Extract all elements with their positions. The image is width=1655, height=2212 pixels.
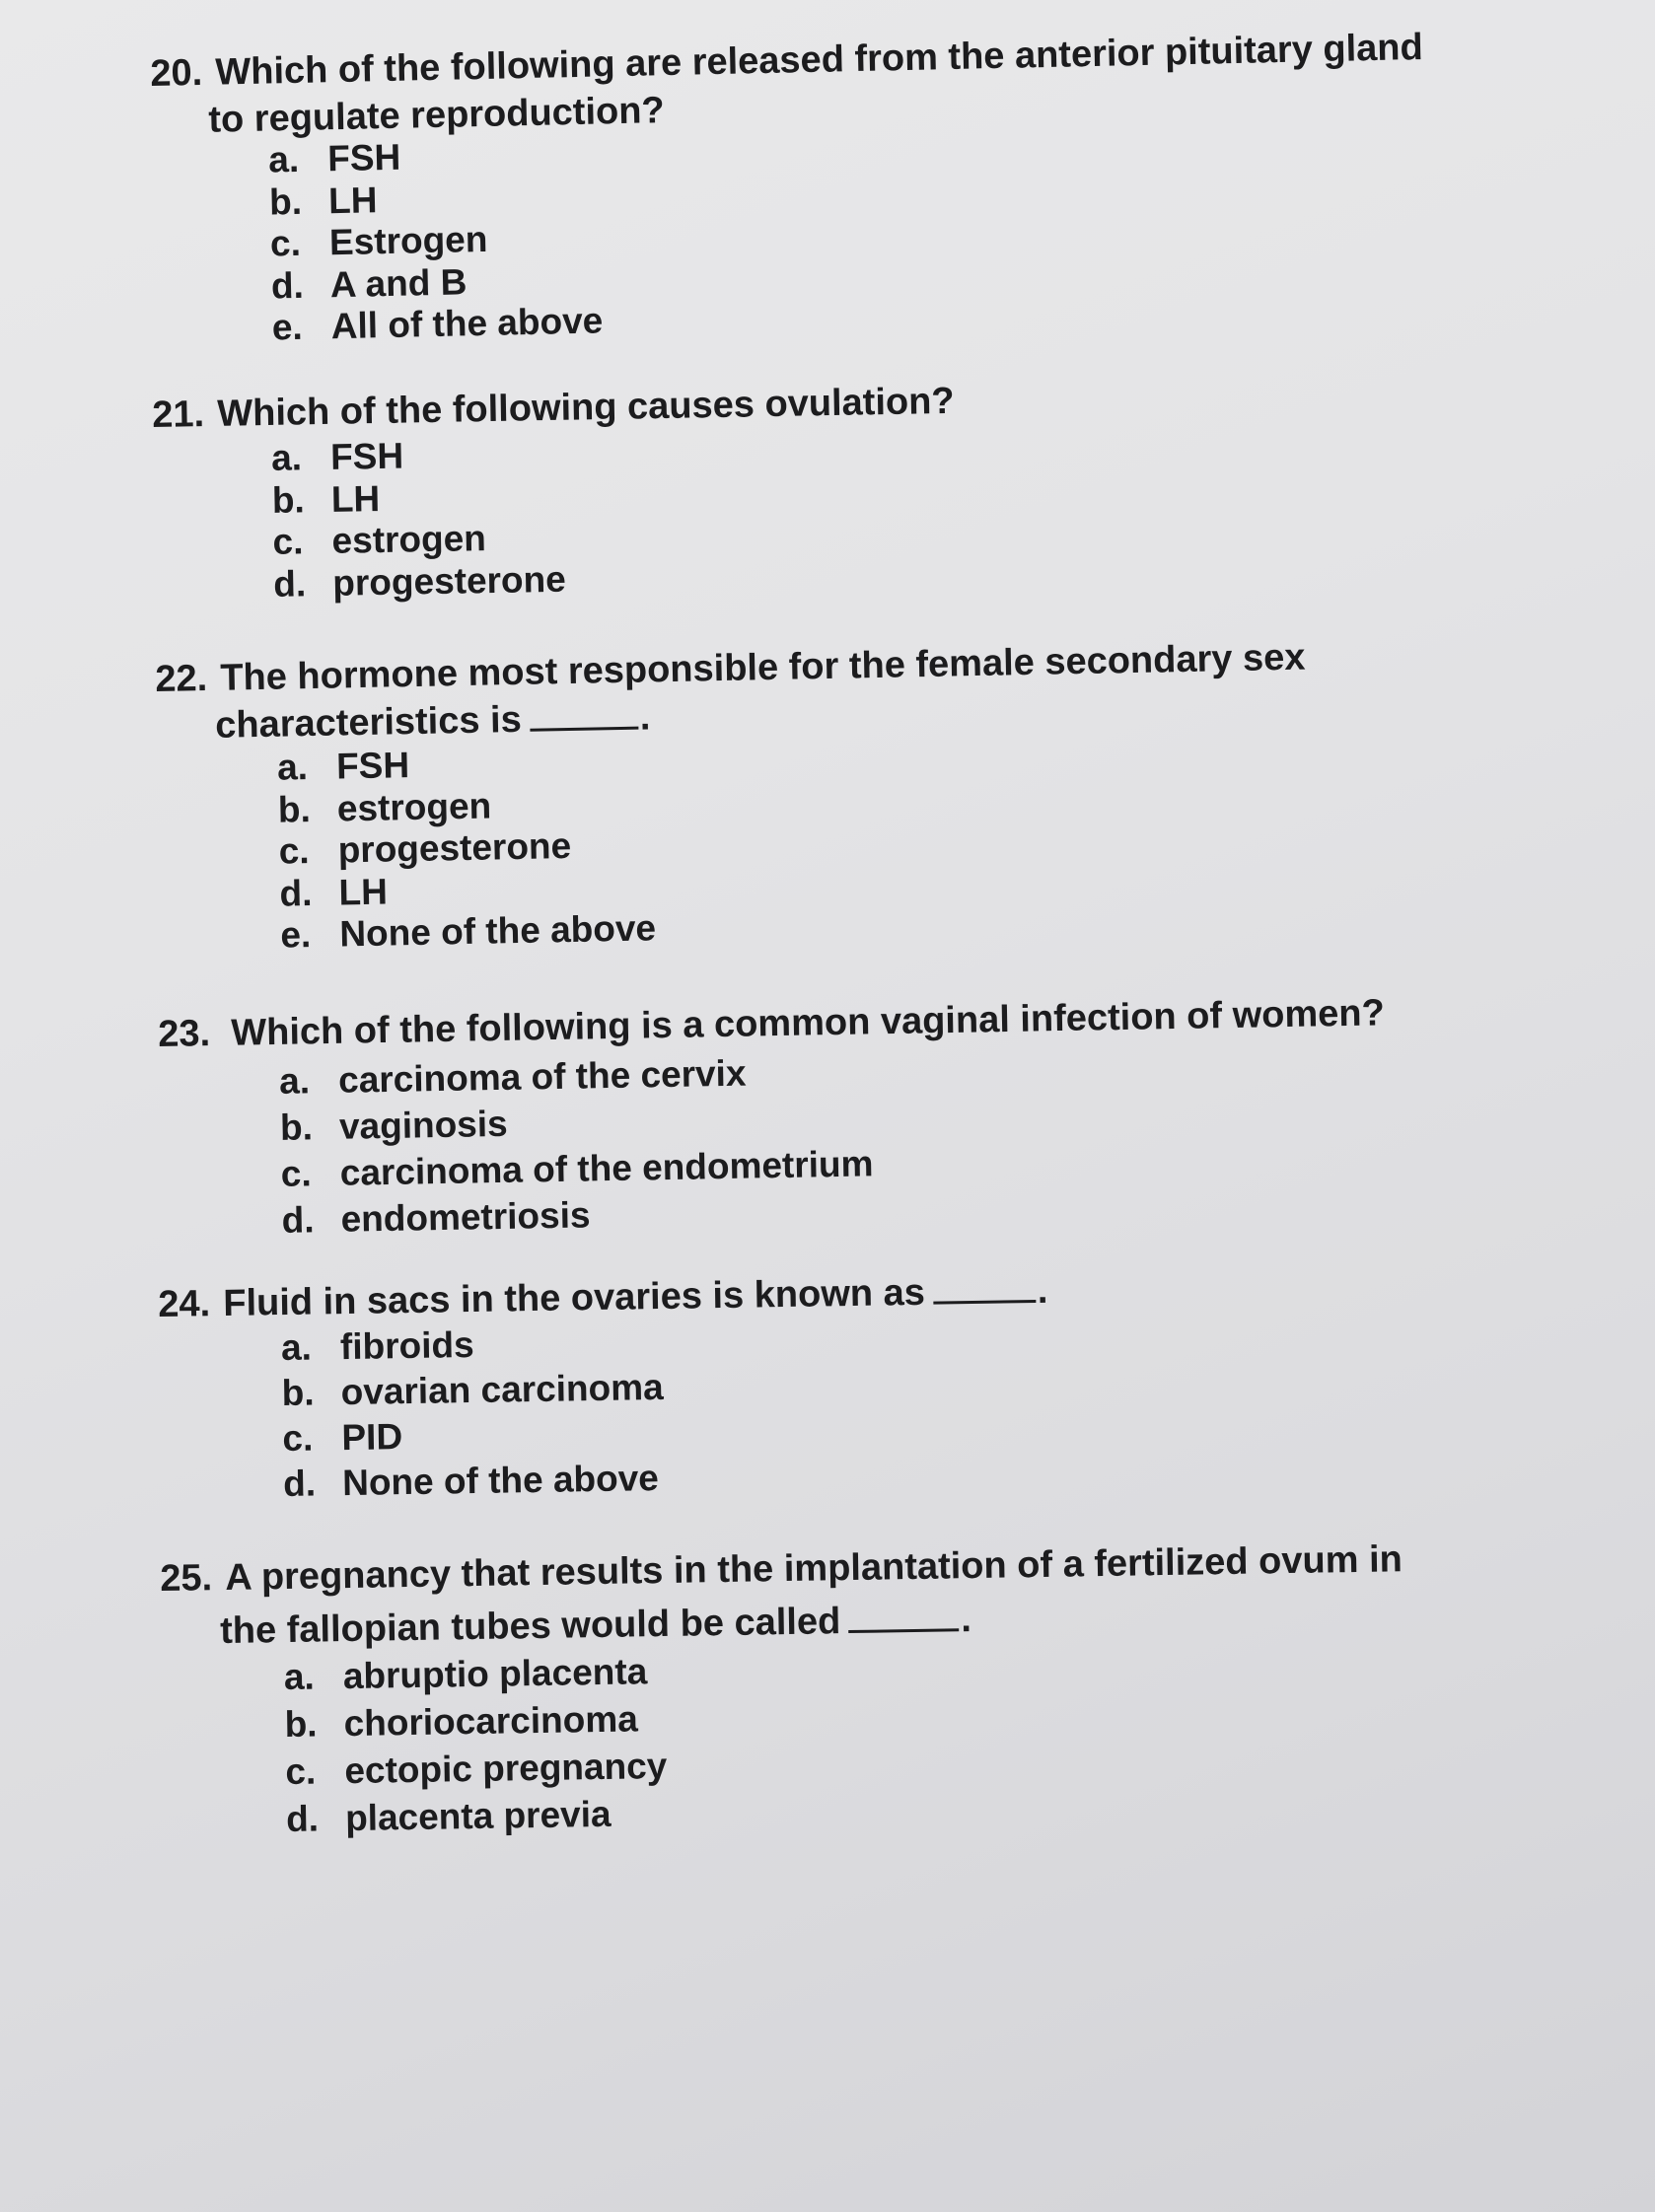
- question-22-prompt-cont: characteristics is .: [214, 696, 651, 747]
- question-text: Fluid in sacs in the ovaries is known as: [222, 1271, 926, 1324]
- option-list: [159, 1043, 1389, 1250]
- option-c[interactable]: c. ectopic pregnancy: [285, 1745, 668, 1793]
- option-a[interactable]: a. abruptio placenta: [283, 1651, 648, 1698]
- question-number: 24.: [157, 1283, 211, 1325]
- option-list: [152, 117, 1429, 353]
- option-list: [153, 428, 958, 609]
- option-d[interactable]: d. endometriosis: [281, 1194, 591, 1241]
- option-list: [162, 1641, 1406, 1850]
- option-a[interactable]: a. fibroids: [280, 1323, 474, 1369]
- question-text: Which of the following is a common vaginal infection of women?: [230, 992, 1386, 1054]
- option-c[interactable]: c. Estrogen: [269, 218, 488, 264]
- option-c[interactable]: c. PID: [282, 1416, 403, 1460]
- option-a[interactable]: a. FSH: [276, 745, 410, 788]
- option-d[interactable]: d. None of the above: [282, 1458, 660, 1505]
- option-c[interactable]: c. carcinoma of the endometrium: [280, 1143, 874, 1194]
- option-d[interactable]: d. progesterone: [272, 558, 567, 605]
- question-21: [151, 380, 958, 609]
- question-number: 21.: [151, 393, 205, 436]
- question-text: A pregnancy that results in the implantation of a fertilized ovum in: [224, 1538, 1403, 1599]
- option-e[interactable]: e. None of the above: [279, 907, 657, 956]
- question-25: [160, 1540, 1406, 1850]
- option-e[interactable]: e. All of the above: [271, 300, 604, 348]
- question-number: 23.: [157, 1013, 211, 1055]
- answer-blank[interactable]: [933, 1272, 1036, 1305]
- option-b[interactable]: b. LH: [271, 477, 381, 521]
- question-20: [149, 26, 1429, 353]
- option-b[interactable]: b. ovarian carcinoma: [281, 1366, 664, 1414]
- option-list: [157, 730, 1311, 962]
- option-d[interactable]: d. placenta previa: [285, 1793, 612, 1840]
- question-number: 20.: [149, 51, 203, 95]
- option-b[interactable]: b. choriocarcinoma: [284, 1698, 639, 1746]
- question-25-prompt-cont: the fallopian tubes would be called .: [219, 1599, 972, 1653]
- option-b[interactable]: b. LH: [268, 178, 378, 222]
- question-24: [157, 1269, 1051, 1513]
- option-a[interactable]: a. carcinoma of the cervix: [278, 1052, 747, 1102]
- option-a[interactable]: a. FSH: [270, 435, 404, 478]
- question-number: 22.: [154, 657, 208, 700]
- answer-blank[interactable]: [529, 699, 638, 732]
- question-number: 25.: [159, 1557, 213, 1600]
- question-22: [154, 636, 1311, 962]
- question-23: [158, 994, 1389, 1250]
- question-24-prompt: 24. Fluid in sacs in the ovaries is known as .: [157, 1269, 1048, 1325]
- option-b[interactable]: b. estrogen: [277, 784, 492, 830]
- option-list: [159, 1318, 1051, 1513]
- option-d[interactable]: d. A and B: [270, 260, 468, 306]
- option-c[interactable]: c. estrogen: [272, 518, 487, 562]
- option-d[interactable]: d. LH: [279, 871, 389, 914]
- question-text-cont: the fallopian tubes would be called: [219, 1601, 841, 1653]
- question-text: Which of the following are released from the anterior pituitary gland: [214, 26, 1424, 94]
- option-c[interactable]: c. progesterone: [278, 824, 572, 872]
- answer-blank[interactable]: [848, 1601, 959, 1633]
- option-a[interactable]: a. FSH: [267, 136, 401, 180]
- question-text: The hormone most responsible for the female secondary sex: [219, 636, 1306, 699]
- question-text-cont: to regulate reproduction?: [207, 90, 666, 141]
- question-text: Which of the following causes ovulation?: [216, 380, 955, 435]
- question-25-prompt: [160, 1540, 1403, 1605]
- option-b[interactable]: b. vaginosis: [279, 1103, 509, 1148]
- question-text-cont: characteristics is: [214, 698, 523, 747]
